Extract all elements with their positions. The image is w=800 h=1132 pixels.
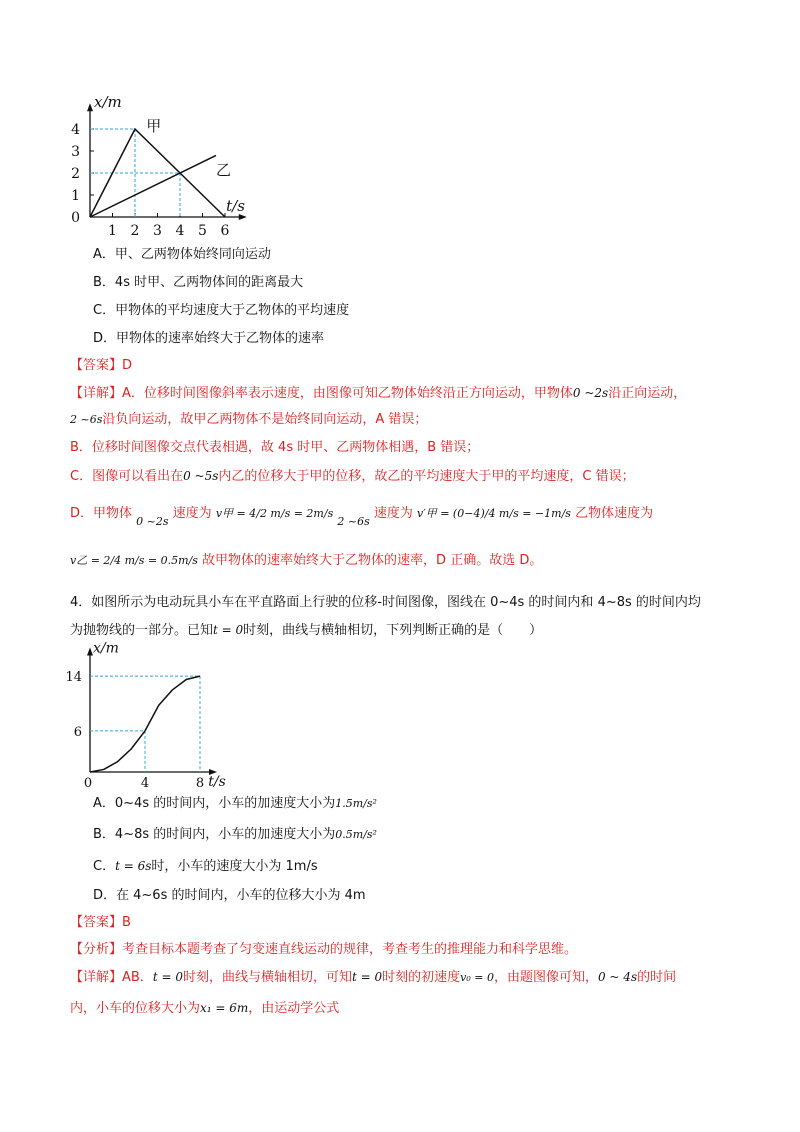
series-label-yi: 乙: [216, 161, 232, 180]
q3-option-c: C．甲物体的平均速度大于乙物体的平均速度: [93, 303, 350, 318]
x-axis-label: t/s: [208, 774, 226, 790]
q3-explanation-line6: v乙 = 2/4 m/s = 0.5m/s 故甲物体的速率始终大于乙物体的速率，D 正确。故选 D。: [70, 553, 543, 568]
q4-detail-line1: 【详解】AB．t = 0时刻，曲线与横轴相切，可知t = 0时刻的初速度v₀ = 0，由题图像可知，0 ~ 4s的时间: [70, 970, 677, 985]
q4-analysis: 【分析】考查目标本题考查了匀变速直线运动的规律，考查考生的推理能力和科学思维。: [70, 942, 578, 957]
q4-option-b: B．4~8s 的时间内，小车的加速度大小为0.5m/s²: [93, 827, 377, 842]
q4-stem-line2: 为抛物线的一部分。已知t = 0时刻，曲线与横轴相切，下列判断正确的是（ ）: [70, 623, 543, 638]
q4-option-c: C．t = 6s时，小车的速度大小为 1m/s: [93, 859, 318, 874]
y-tick-label: 1: [71, 188, 80, 204]
x-tick-label: 5: [198, 223, 207, 239]
q3-explanation-line2: 2 ~6s沿负向运动，故甲乙两物体不是始终同向运动，A 错误；: [70, 412, 428, 427]
q4-detail-line2: 内，小车的位移大小为x₁ = 6m，由运动学公式: [70, 1001, 340, 1016]
q3-option-b: B．4s 时甲、乙两物体间的距离最大: [93, 275, 304, 290]
q4-option-a: A．0~4s 的时间内，小车的加速度大小为1.5m/s²: [93, 796, 377, 811]
y-tick-label: 2: [71, 166, 80, 182]
q3-explanation-line3: B．位移时间图像交点代表相遇，故 4s 时甲、乙两物体相遇，B 错误；: [70, 440, 480, 455]
y-tick-label: 14: [65, 670, 82, 686]
q4-stem-line1: 4．如图所示为电动玩具小车在平直路面上行驶的位移-时间图像，图线在 0~4s 的时间内和 4~8s 的时间内均: [70, 595, 701, 610]
x-tick-label: 0: [83, 776, 93, 791]
q3-option-a: A．甲、乙两物体始终同向运动: [93, 247, 271, 262]
q4-option-d: D．在 4~6s 的时间内，小车的位移大小为 4m: [93, 888, 366, 903]
y-axis-label: x/m: [94, 93, 122, 112]
y-tick-label: 0: [71, 210, 80, 226]
q3-explanation-line1: 【详解】A．位移时间图像斜率表示速度，由图像可知乙物体始终沿正方向运动，甲物体0 ~2s沿正向运动，: [70, 386, 687, 401]
q3-explanation-line5: D．甲物体 $_{0 \sim 2s}$ 速度为 v甲 = 4/2 m/s = 2m/s $_{2 \sim 6s}$ 速度为 v′甲 = (0−4)/4 m/s = −1m/s 乙物体速度为: [70, 506, 654, 528]
q3-explanation-line4: C．图像可以看出在0 ~5s内乙的位移大于甲的位移，故乙的平均速度大于甲的平均速度，C 错误；: [70, 469, 635, 484]
y-axis-label: x/m: [93, 640, 119, 657]
q3-option-d: D．甲物体的速率始终大于乙物体的速率: [93, 331, 325, 346]
x-tick-label: 4: [175, 223, 185, 239]
x-tick-label: 1: [108, 223, 117, 239]
x-tick-label: 6: [220, 223, 230, 239]
y-tick-label: 3: [71, 144, 80, 160]
x-tick-label: 4: [140, 776, 150, 791]
x-tick-label: 2: [130, 223, 140, 239]
x-axis-label: t/s: [226, 197, 245, 215]
q4-answer: 【答案】B: [70, 915, 131, 930]
q3-answer: 【答案】D: [70, 358, 133, 373]
y-tick-label: 6: [73, 724, 82, 740]
y-tick-label: 4: [71, 122, 80, 138]
x-tick-label: 8: [195, 776, 205, 791]
x-tick-label: 3: [153, 223, 162, 239]
series-label-jia: 甲: [146, 117, 162, 136]
